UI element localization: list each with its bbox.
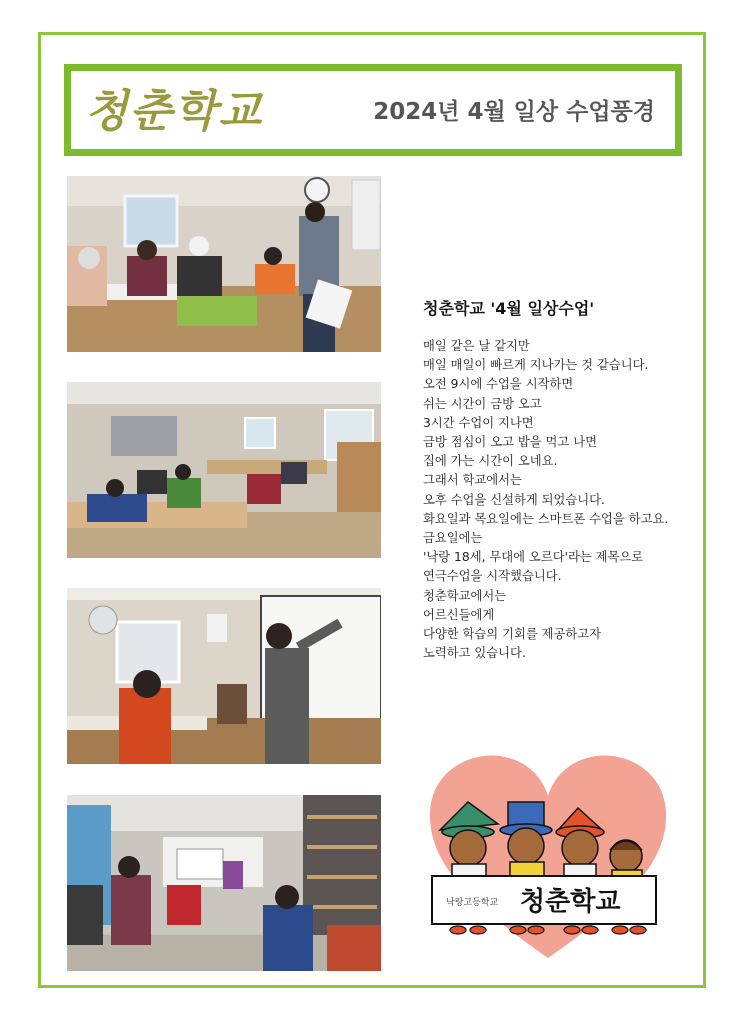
article-line: 청춘학교에서는 xyxy=(423,588,507,603)
article-line: 오전 9시에 수업을 시작하면 xyxy=(423,377,574,392)
article-line: 매일 같은 날 같지만 xyxy=(423,339,530,353)
title-bar xyxy=(64,64,682,156)
article-line: 화요일과 목요일에는 스마트폰 수업을 하고요. xyxy=(423,511,669,526)
article-line: 3시간 수업이 지나면 xyxy=(423,415,534,430)
article-line: 다양한 학습의 기회를 제공하고자 xyxy=(423,627,602,642)
article-line: 그래서 학교에서는 xyxy=(423,473,522,488)
article-line: 금방 점심이 오고 밥을 먹고 나면 xyxy=(423,435,597,450)
classroom-photo-4 xyxy=(67,795,381,971)
article-line: 연극수업을 시작했습니다. xyxy=(423,569,562,584)
classroom-photo-1 xyxy=(67,176,381,352)
article-line: 노력하고 있습니다. xyxy=(423,646,526,661)
classroom-photo-2 xyxy=(67,382,381,558)
article-heading: 청춘학교 '4월 일상수업' xyxy=(423,299,595,318)
banner-text: 청춘학교 xyxy=(520,887,621,917)
article-line: 어르신들에게 xyxy=(423,607,495,622)
banner-small-text: 낙랑고등학교 xyxy=(446,898,499,908)
article-line: 오후 수업을 신설하게 되었습니다. xyxy=(423,492,605,507)
school-logo-text: 청춘학교 xyxy=(85,86,264,137)
classroom-photo-3 xyxy=(67,588,381,764)
page-title: 2024년 4월 일상 수업풍경 xyxy=(373,99,655,125)
article-line: 매일 매일이 빠르게 지나가는 것 같습니다. xyxy=(423,358,649,373)
article-line: '낙랑 18세, 무대에 오르다'라는 제목으로 xyxy=(423,550,644,565)
article-line: 집에 가는 시간이 오네요. xyxy=(423,454,558,469)
article-line: 쉬는 시간이 금방 오고 xyxy=(423,396,542,411)
heart-logo-illustration xyxy=(428,752,668,962)
article-line: 금요일에는 xyxy=(423,531,483,546)
article-body xyxy=(423,337,698,663)
